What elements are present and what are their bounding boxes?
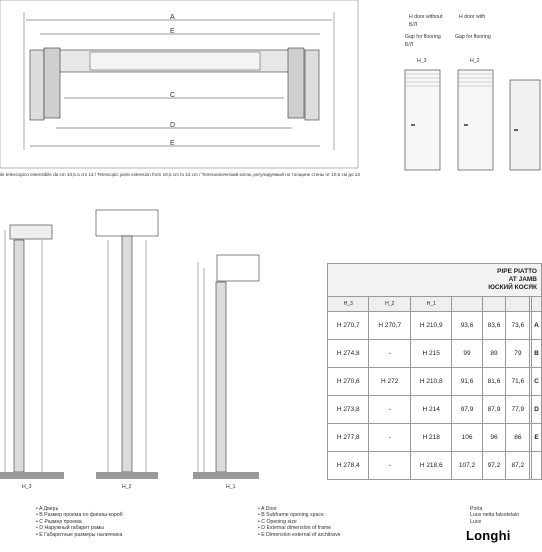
- cell: 97,2: [482, 452, 506, 480]
- cell: -: [369, 424, 410, 452]
- cell: 106: [452, 424, 482, 452]
- dim-label-d: D: [170, 122, 176, 129]
- elev-label-h3-top: H_3: [417, 58, 427, 64]
- dim-label-c: C: [170, 92, 176, 99]
- table-row: [328, 340, 542, 368]
- header-cell: [482, 297, 506, 312]
- dim-label-e-bottom: E: [170, 140, 175, 147]
- cell: 81,6: [482, 368, 506, 396]
- brand-logo: Longhi: [466, 528, 511, 543]
- note-a2: H door with: [459, 14, 486, 20]
- table-row: [328, 312, 542, 340]
- cell: H 273,8: [328, 396, 369, 424]
- legend-item: • B Subframe opening space: [258, 512, 324, 519]
- table-row: [328, 368, 542, 396]
- elev-label-h2-top: H_2: [470, 58, 480, 64]
- cell: 96: [482, 424, 506, 452]
- cell: 77,9: [506, 396, 530, 424]
- header-cell: H_3: [328, 297, 369, 312]
- dim-label-a: A: [170, 14, 175, 21]
- legend-item: Luce: [470, 518, 482, 525]
- cell: H 272: [369, 368, 410, 396]
- legend-item: • A Door: [258, 506, 277, 512]
- row-letter: D: [531, 396, 541, 424]
- cell: 86: [506, 424, 530, 452]
- cell: 99: [452, 340, 482, 368]
- cell: 107,2: [452, 452, 482, 480]
- section-label-h1: H_1: [226, 484, 236, 490]
- cell: H 277,8: [328, 424, 369, 452]
- table-header-row: [328, 297, 542, 312]
- legend-italian: [470, 506, 519, 525]
- header-cell: [452, 297, 482, 312]
- cell: H 215: [410, 340, 451, 368]
- note-a3: Б/Л: [409, 22, 418, 28]
- table-title-2: AT JAMB: [508, 276, 537, 283]
- header-cell: [531, 297, 541, 312]
- cell: 83,6: [482, 312, 506, 340]
- table-title-3: ЮСКИЙ КОСЯК: [488, 284, 537, 291]
- legend-item: • E Dimension external of architrave: [258, 531, 341, 538]
- dimensions-table: [327, 263, 542, 480]
- cell: H 270,7: [328, 312, 369, 340]
- header-cell: [506, 297, 530, 312]
- cell: H 218,6: [410, 452, 451, 480]
- legend-english: [258, 506, 341, 538]
- cell: H 218: [410, 424, 451, 452]
- legend-item: • B Размер проема по финиш-короб: [36, 512, 123, 519]
- legend-item: • D External dimension of frame: [258, 525, 332, 532]
- cell: 73,6: [506, 312, 530, 340]
- dim-label-e-top: E: [170, 28, 175, 35]
- cell: 87,9: [482, 396, 506, 424]
- row-letter: B: [531, 340, 541, 368]
- cell: H 214: [410, 396, 451, 424]
- row-letter: E: [531, 424, 541, 452]
- cell: H 278,4: [328, 452, 369, 480]
- table-row: [328, 452, 542, 480]
- header-cell: H_1: [410, 297, 451, 312]
- table-title-row: [328, 264, 542, 297]
- legend-item: • D Наружный габарит рамы: [36, 525, 105, 532]
- header-cell: H_2: [369, 297, 410, 312]
- row-letter: [531, 452, 541, 480]
- legend-item: Luce netta falsotelaio: [470, 512, 520, 519]
- legend-item: • A Дверь: [36, 506, 59, 512]
- row-letter: C: [531, 368, 541, 396]
- note-b1: Gap for flooring: [405, 34, 441, 40]
- plan-caption: ile telescopico estensibile da cm 10,5 a cm 13 / Telescopic jamb extension from 10,5 cm to 13 cm / Телескопический косяк, регулируемый по толщине стены от 10,5 см до 13: [0, 172, 360, 177]
- cell: 79: [506, 340, 530, 368]
- cell: H 210,9: [410, 312, 451, 340]
- legend-item: • C Opening size: [258, 518, 297, 525]
- legend-item: • C Размер проема: [36, 518, 82, 525]
- table-row: [328, 396, 542, 424]
- legend-item: • E Габаритные размеры наличника: [36, 531, 123, 538]
- cell: 87,2: [506, 452, 530, 480]
- cell: 93,6: [452, 312, 482, 340]
- cell: H 270,7: [369, 312, 410, 340]
- cell: 89: [482, 340, 506, 368]
- legend-russian: [36, 506, 123, 538]
- cell: 91,6: [452, 368, 482, 396]
- cell: H 210,8: [410, 368, 451, 396]
- cell: 97,9: [452, 396, 482, 424]
- table-title-1: PIPE PIATTO: [497, 268, 537, 275]
- row-letter: A: [531, 312, 541, 340]
- section-label-h2: H_2: [122, 484, 132, 490]
- cell: -: [369, 340, 410, 368]
- note-a1: H door without: [409, 14, 443, 20]
- section-label-h3: H_3: [22, 484, 32, 490]
- cell: -: [369, 452, 410, 480]
- table-row: [328, 424, 542, 452]
- cell: H 270,6: [328, 368, 369, 396]
- legend-item: Porta: [470, 506, 483, 512]
- cell: H 274,8: [328, 340, 369, 368]
- cell: -: [369, 396, 410, 424]
- cell: 71,6: [506, 368, 530, 396]
- note-b2: Gap for flooring: [455, 34, 491, 40]
- note-b3: Б/Л: [405, 42, 414, 48]
